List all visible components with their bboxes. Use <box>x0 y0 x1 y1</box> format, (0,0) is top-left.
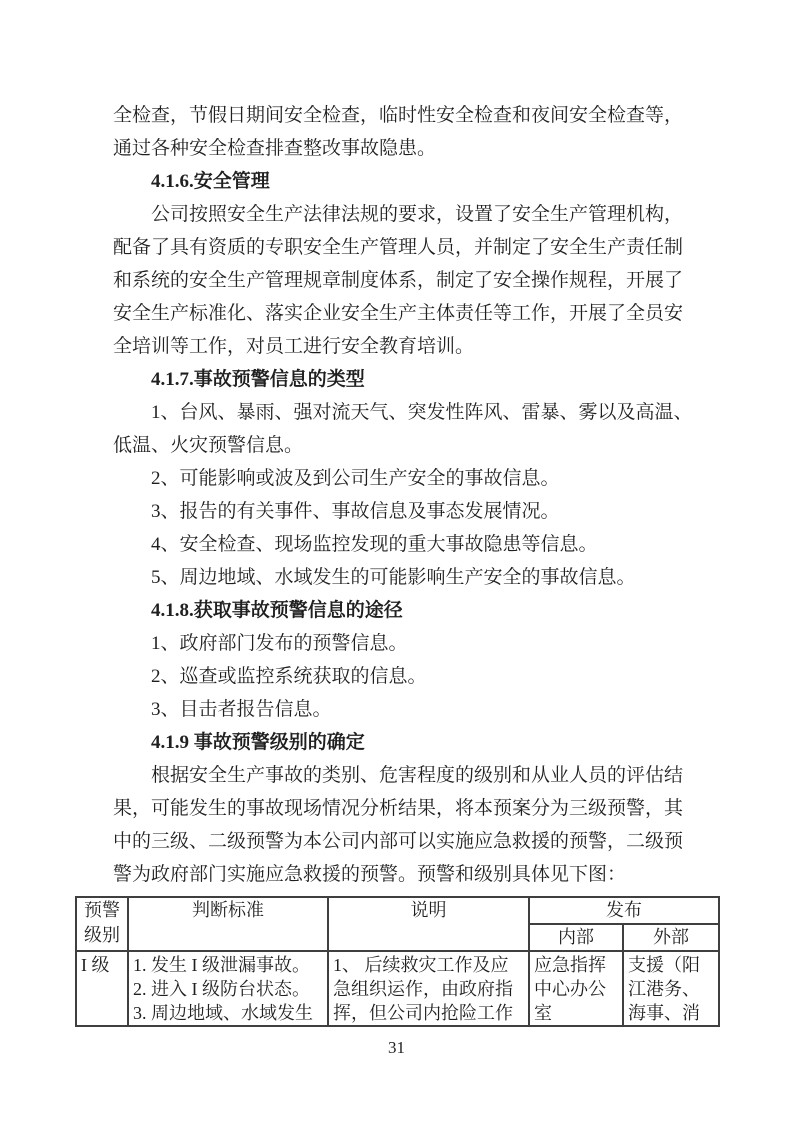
paragraph-line: 公司按照安全生产法律法规的要求，设置了安全生产管理机构， <box>151 204 684 225</box>
paragraph-line: 根据安全生产事故的类别、危害程度的级别和从业人员的评估结 <box>151 765 684 786</box>
cell-criteria: 1. 发生 I 级泄漏事故。 2. 进入 I 级防台状态。 3. 周边地域、水域发生 <box>128 951 328 1026</box>
warning-level-table <box>75 896 720 1027</box>
col-header-criteria: 判断标准 <box>128 897 328 951</box>
col-header-description: 说明 <box>328 897 529 951</box>
section-heading-4-1-6: 4.1.6.安全管理 <box>151 171 270 192</box>
col-header-warning-level-line: 级别 <box>84 925 120 945</box>
section-heading-4-1-9: 4.1.9 事故预警级别的确定 <box>151 732 365 753</box>
list-item-line: 1、台风、暴雨、强对流天气、突发性阵风、雷暴、雾以及高温、 <box>151 402 693 423</box>
list-item-line: 3、目击者报告信息。 <box>151 699 332 720</box>
col-header-warning-level-line: 预警 <box>84 900 120 920</box>
list-item-line: 3、报告的有关事件、事故信息及事态发展情况。 <box>151 501 560 522</box>
paragraph-line: 警为政府部门实施应急救援的预警。预警和级别具体见下图： <box>113 864 627 885</box>
table-header-row-1 <box>76 897 719 924</box>
cell-release-internal: 应急指挥 中心办公 室 <box>529 951 623 1026</box>
paragraph-line: 果，可能发生的事故现场情况分析结果，将本预案分为三级预警，其 <box>113 798 684 819</box>
page-number: 31 <box>388 1038 405 1057</box>
list-item-line: 5、周边地域、水域发生的可能影响生产安全的事故信息。 <box>151 567 636 588</box>
list-item-line: 1、政府部门发布的预警信息。 <box>151 633 408 654</box>
list-item-line: 低温、火灾预警信息。 <box>113 435 304 456</box>
paragraph-line: 通过各种安全检查排查整改事故隐患。 <box>113 138 437 159</box>
paragraph-line: 全培训等工作，对员工进行安全教育培训。 <box>113 336 475 357</box>
list-item-line: 2、可能影响或波及到公司生产安全的事故信息。 <box>151 468 560 489</box>
page-content <box>81 99 700 1027</box>
col-header-external: 外部 <box>623 924 719 951</box>
col-header-internal: 内部 <box>529 924 623 951</box>
paragraph-line: 配备了具有资质的专职安全生产管理人员，并制定了安全生产责任制 <box>113 237 684 258</box>
paragraph-line: 和系统的安全生产管理规章制度体系，制定了安全操作规程，开展了 <box>113 270 684 291</box>
col-header-warning-level <box>76 897 128 951</box>
list-item-line: 2、巡查或监控系统获取的信息。 <box>151 666 427 687</box>
cell-warning-level: I 级 <box>76 951 128 1026</box>
paragraph-line: 中的三级、二级预警为本公司内部可以实施应急救援的预警，二级预 <box>113 831 684 852</box>
table-row <box>76 951 719 1026</box>
section-heading-4-1-7: 4.1.7.事故预警信息的类型 <box>151 369 365 390</box>
cell-description: 1、 后续救灾工作及应 急组织运作，由政府指 挥，但公司内抢险工作 <box>328 951 529 1026</box>
section-heading-4-1-8: 4.1.8.获取事故预警信息的途径 <box>151 600 403 621</box>
list-item-line: 4、安全检查、现场监控发现的重大事故隐患等信息。 <box>151 534 598 555</box>
col-header-release: 发布 <box>529 897 719 924</box>
paragraph-line: 全检查，节假日期间安全检查，临时性安全检查和夜间安全检查等， <box>113 105 684 126</box>
paragraph-line: 安全生产标准化、落实企业安全生产主体责任等工作，开展了全员安 <box>113 303 684 324</box>
cell-release-external: 支援（阳 江港务、 海事、消 <box>623 951 719 1026</box>
